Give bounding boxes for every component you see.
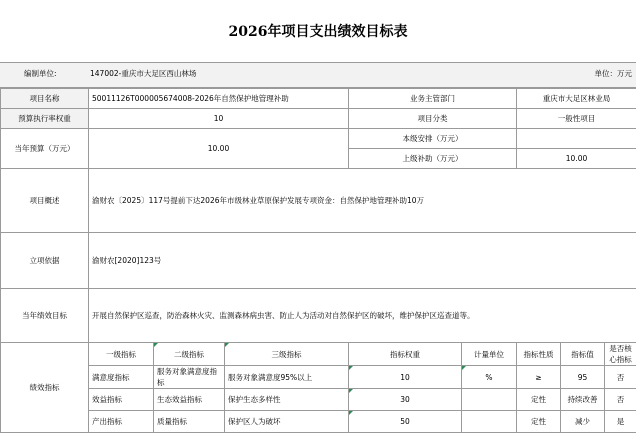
indicator-value: 持续改善 [561, 389, 605, 411]
indicator-core: 否 [605, 389, 636, 411]
upper-value: 10.00 [517, 149, 636, 169]
table-row [1, 411, 636, 433]
table-row [1, 389, 636, 411]
indicator-header: 二级指标 [154, 343, 225, 366]
indicator-core: 否 [605, 366, 636, 389]
goal-value: 开展自然保护区巡查，防治森林火灾、监测森林病虫害、防止人为活动对自然保护区的破坏，维护保护区巡查道等。 [89, 289, 636, 343]
org-value: 147002-重庆市大足区西山林场 [90, 69, 197, 78]
project-table [0, 88, 636, 433]
indicator-level3: 服务对象满意度95%以上 [225, 366, 349, 389]
indicator-level3: 保护区人为破坏 [225, 411, 349, 433]
org-label: 编制单位: [24, 69, 57, 78]
basis-value: 渝财农[2020]123号 [89, 233, 636, 289]
indicator-value: 减少 [561, 411, 605, 433]
page-title: 2026年项目支出绩效目标表 [228, 24, 408, 40]
overview-value: 渝财农〔2025〕117号提前下达2026年市级林业草原保护发展专项资金：自然保护地管理补助10万 [89, 169, 636, 233]
indicator-header: 一级指标 [89, 343, 154, 366]
indicator-nature: 定性 [517, 411, 561, 433]
indicator-header: 指标性质 [517, 343, 561, 366]
indicator-header: 指标权重 [349, 343, 462, 366]
indicator-unit: % [462, 366, 517, 389]
goal-label: 当年绩效目标 [1, 289, 89, 343]
indicator-level2: 服务对象满意度指标 [154, 366, 225, 389]
dept-label: 业务主管部门 [349, 89, 517, 109]
upper-label: 上级补助（万元） [349, 149, 517, 169]
category-value: 一般性项目 [517, 109, 636, 129]
local-label: 本级安排（万元） [349, 129, 517, 149]
local-value [517, 129, 636, 149]
indicator-value: 95 [561, 366, 605, 389]
weight-label: 预算执行率权重 [1, 109, 89, 129]
project-name-label: 项目名称 [1, 89, 89, 109]
indicator-unit [462, 411, 517, 433]
indicator-header: 指标值 [561, 343, 605, 366]
indicator-header: 三级指标 [225, 343, 349, 366]
indicator-level1: 满意度指标 [89, 366, 154, 389]
weight-value: 10 [89, 109, 349, 129]
indicator-label: 绩效指标 [1, 343, 89, 433]
indicator-header: 是否核心指标 [605, 343, 636, 366]
budget-value: 10.00 [89, 129, 349, 169]
indicator-nature: 定性 [517, 389, 561, 411]
indicator-weight: 50 [349, 411, 462, 433]
indicator-weight: 10 [349, 366, 462, 389]
category-label: 项目分类 [349, 109, 517, 129]
indicator-weight: 30 [349, 389, 462, 411]
indicator-core: 是 [605, 411, 636, 433]
indicator-header: 计量单位 [462, 343, 517, 366]
indicator-level2: 生态效益指标 [154, 389, 225, 411]
indicator-level3: 保护生态多样性 [225, 389, 349, 411]
indicator-unit [462, 389, 517, 411]
currency-unit: 单位：万元 [594, 69, 632, 78]
indicator-level1: 效益指标 [89, 389, 154, 411]
unit-row [0, 62, 636, 88]
basis-label: 立项依据 [1, 233, 89, 289]
budget-label: 当年预算（万元） [1, 129, 89, 169]
dept-value: 重庆市大足区林业局 [517, 89, 636, 109]
overview-label: 项目概述 [1, 169, 89, 233]
indicator-level1: 产出指标 [89, 411, 154, 433]
project-name-value: 50011126T000005674008-2026年自然保护地管理补助 [89, 89, 349, 109]
table-row [1, 366, 636, 389]
indicator-nature: ≥ [517, 366, 561, 389]
indicator-level2: 质量指标 [154, 411, 225, 433]
